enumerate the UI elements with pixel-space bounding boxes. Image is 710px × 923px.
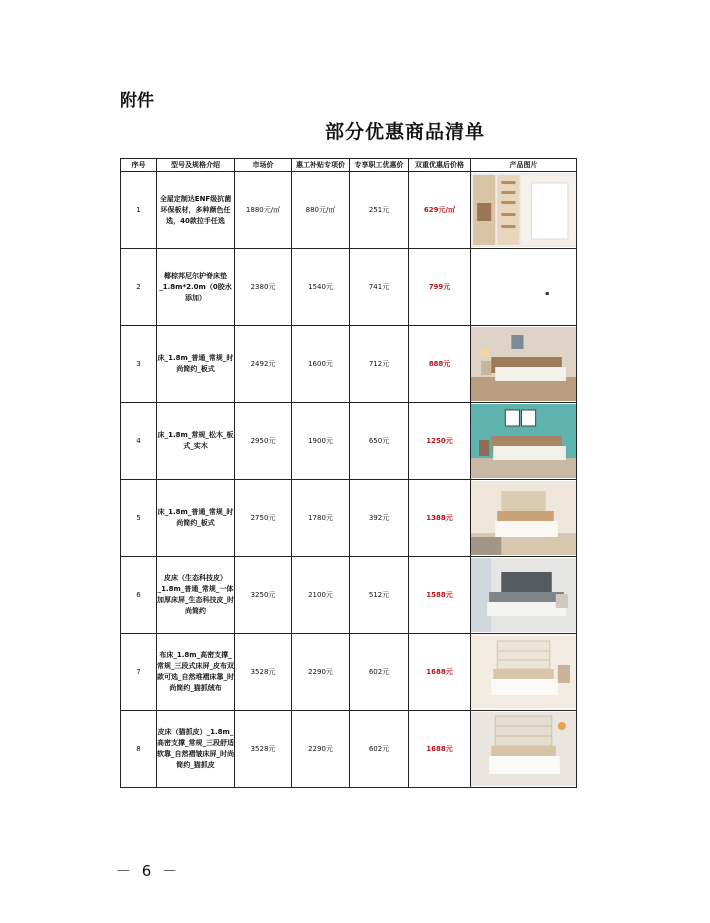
cell-market: 2950元: [235, 403, 292, 480]
cell-spec: 床_1.8m_普通_常规_时尚简约_板式: [157, 480, 235, 557]
col-header-market: 市场价: [235, 159, 292, 172]
cell-market: 3528元: [235, 634, 292, 711]
cell-final: 888元: [409, 326, 471, 403]
cell-staff: 650元: [350, 403, 409, 480]
cell-no: 4: [121, 403, 157, 480]
cell-final: 1388元: [409, 480, 471, 557]
cell-subsidy: 880元/㎡: [292, 172, 350, 249]
cell-subsidy: 1600元: [292, 326, 350, 403]
cell-staff: 712元: [350, 326, 409, 403]
cell-subsidy: 2290元: [292, 711, 350, 788]
cell-staff: 512元: [350, 557, 409, 634]
cell-no: 3: [121, 326, 157, 403]
bed-image: [471, 327, 576, 401]
cell-image: [471, 634, 577, 711]
table-row: [121, 326, 577, 403]
cell-market: 2492元: [235, 326, 292, 403]
cell-spec: 皮床（生态科技皮）_1.8m_普通_常规_一体加厚床屏_生态科技皮_时尚简约: [157, 557, 235, 634]
col-header-final: 双重优惠后价格: [409, 159, 471, 172]
goods-table: [120, 158, 577, 788]
cell-image: [471, 172, 577, 249]
table-row: [121, 480, 577, 557]
cell-no: 8: [121, 711, 157, 788]
cell-final: 1688元: [409, 634, 471, 711]
cell-staff: 392元: [350, 480, 409, 557]
cell-no: 6: [121, 557, 157, 634]
cell-subsidy: 2290元: [292, 634, 350, 711]
cell-spec: 布床_1.8m_高密支撑_常规_三段式床屏_皮布双款可选_自然堆褶床靠_时尚简约_猫抓绒布: [157, 634, 235, 711]
mattress-image: [471, 250, 576, 324]
cell-staff: 602元: [350, 634, 409, 711]
page-title: 部分优惠商品清单: [324, 121, 485, 143]
wardrobe-image: [471, 173, 576, 247]
col-header-no: 序号: [121, 159, 157, 172]
table-row: [121, 172, 577, 249]
bed-image: [471, 635, 576, 709]
cell-no: 5: [121, 480, 157, 557]
cell-no: 7: [121, 634, 157, 711]
cell-image: [471, 711, 577, 788]
cell-image: [471, 249, 577, 326]
cell-staff: 602元: [350, 711, 409, 788]
cell-no: 2: [121, 249, 157, 326]
cell-market: 2750元: [235, 480, 292, 557]
cell-image: [471, 403, 577, 480]
cell-no: 1: [121, 172, 157, 249]
table-header-row: [121, 159, 577, 172]
cell-final: 629元/㎡: [409, 172, 471, 249]
cell-subsidy: 2100元: [292, 557, 350, 634]
cell-spec: 椰棕邦尼尔护脊床垫_1.8m*2.0m（0胶水添加）: [157, 249, 235, 326]
cell-market: 1880元/㎡: [235, 172, 292, 249]
bed-image: [471, 481, 576, 555]
table-row: [121, 634, 577, 711]
cell-image: [471, 326, 577, 403]
cell-staff: 741元: [350, 249, 409, 326]
table-row: [121, 249, 577, 326]
table-row: [121, 711, 577, 788]
col-header-staff: 专享职工优惠价: [350, 159, 409, 172]
col-header-spec: 型号及规格介绍: [157, 159, 235, 172]
cell-market: 2380元: [235, 249, 292, 326]
cell-subsidy: 1780元: [292, 480, 350, 557]
cell-subsidy: 1900元: [292, 403, 350, 480]
cell-final: 1588元: [409, 557, 471, 634]
cell-subsidy: 1540元: [292, 249, 350, 326]
col-header-image: 产品图片: [471, 159, 577, 172]
cell-staff: 251元: [350, 172, 409, 249]
cell-spec: 皮床（猫抓皮）_1.8m_高密支撑_常规_三段舒适软靠_自然褶皱床屏_时尚简约_猫抓皮: [157, 711, 235, 788]
col-header-subsidy: 惠工补贴专项价: [292, 159, 350, 172]
table-row: [121, 557, 577, 634]
bed-image: [471, 712, 576, 786]
cell-image: [471, 557, 577, 634]
page-number: － 6 －: [116, 862, 181, 880]
cell-spec: 全屋定制达ENF级抗菌环保板材，多种颜色任选，40款拉手任选: [157, 172, 235, 249]
bed-image: [471, 558, 576, 632]
table-row: [121, 403, 577, 480]
cell-spec: 床_1.8m_常规_松木_板式_实木: [157, 403, 235, 480]
attachment-label: 附件: [120, 91, 154, 111]
cell-final: 1250元: [409, 403, 471, 480]
cell-market: 3528元: [235, 711, 292, 788]
cell-spec: 床_1.8m_普通_常规_时尚简约_板式: [157, 326, 235, 403]
cell-market: 3250元: [235, 557, 292, 634]
bed-image: [471, 404, 576, 478]
cell-final: 799元: [409, 249, 471, 326]
cell-final: 1688元: [409, 711, 471, 788]
cell-image: [471, 480, 577, 557]
